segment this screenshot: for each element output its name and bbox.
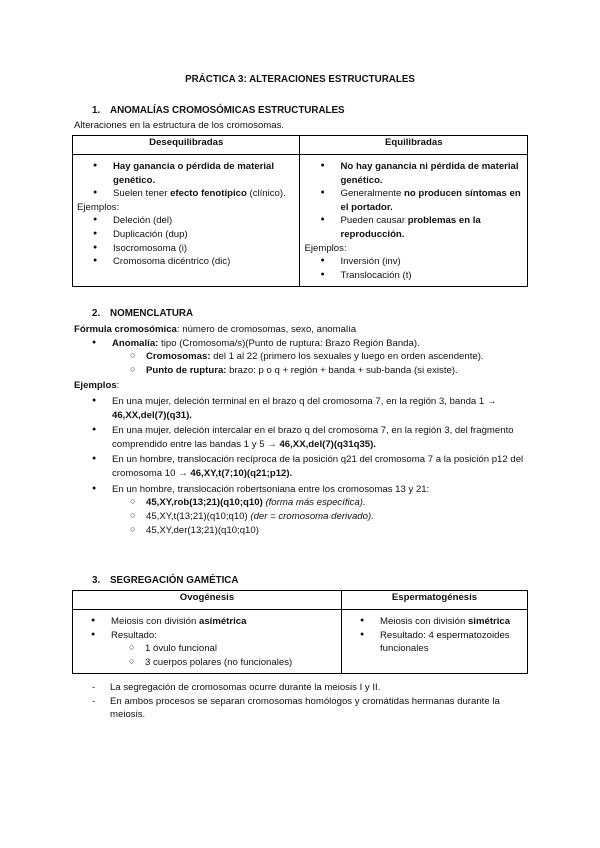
eq-example-2: ● Translocación (t)	[302, 269, 523, 283]
example-4-sub-2: ○ 45,XY,t(13;21)(q10;q10) (der = cromosoma derivado).	[74, 510, 530, 524]
example-4-sub-3: ○ 45,XY,der(13;21)(q10;q10)	[74, 524, 530, 538]
example-2: ● En una mujer, deleción intercalar en el brazo q del cromosoma 7, en la región 3, del fragmento comprendido entre las bandas 1 y 5 → 46,XX,del(7)(q31q35).	[74, 424, 530, 451]
header-ovogenesis: Ovogénesis	[73, 591, 342, 610]
note-2: - En ambos procesos se separan cromosomas homólogos y cromátidas hermanas durante la meiosis.	[74, 695, 530, 722]
cell-ovogenesis	[73, 610, 342, 674]
section3-number: 3.	[92, 575, 101, 586]
example-1: ● En una mujer, deleción terminal en el brazo q del cromosoma 7, en la región 3, banda 1 → 46,XX,del(7)(q31).	[74, 395, 530, 422]
structural-table	[72, 135, 528, 287]
eq-bullet-1: ● No hay ganancia ni pérdida de material genético.	[302, 160, 523, 187]
ovo-bullet-1: ● Meiosis con división asimétrica	[73, 615, 337, 629]
ovo-bullet-2: ● Resultado:	[73, 629, 337, 643]
ruptura-line: ○ Punto de ruptura: brazo: p o q + región + banda + sub-banda (si existe).	[74, 364, 530, 378]
example-4-sub-1: ○ 45,XY,rob(13;21)(q10;q10) (forma más específica).	[74, 496, 530, 510]
segregation-table	[72, 590, 528, 674]
section1-heading-text: ANOMALÍAS CROMOSÓMICAS ESTRUCTURALES	[110, 105, 345, 116]
ovo-sub-1: ○ 1 óvulo funcional	[73, 642, 337, 656]
esp-bullet-2: ● Resultado: 4 espermatozoides funcionales	[342, 629, 523, 656]
header-equilibradas: Equilibradas	[300, 136, 528, 155]
segregation-notes	[74, 681, 530, 722]
ovo-sub-2: ○ 3 cuerpos polares (no funcionales)	[73, 656, 337, 670]
section2-number: 2.	[92, 308, 101, 319]
eq-bullet-2: ● Generalmente no producen síntomas en el portador.	[302, 187, 523, 214]
section1-number: 1.	[92, 105, 101, 116]
eq-examples-label: Ejemplos:	[304, 242, 347, 254]
header-espermatogenesis: Espermatogénesis	[341, 591, 527, 610]
note-1: - La segregación de cromosomas ocurre durante la meiosis I y II.	[74, 681, 530, 695]
deseq-example-3: ● Isocromosoma (i)	[75, 242, 295, 256]
nomenclature-block	[74, 323, 530, 537]
deseq-examples-label: Ejemplos:	[77, 201, 120, 213]
cell-desequilibradas	[73, 155, 300, 287]
formula-line: Fórmula cromosómica: número de cromosomas, sexo, anomalía	[74, 324, 357, 335]
esp-bullet-1: ● Meiosis con división simétrica	[342, 615, 523, 629]
header-desequilibradas: Desequilibradas	[73, 136, 300, 155]
section1-heading	[92, 104, 345, 118]
cromosomas-line: ○ Cromosomas: del 1 al 22 (primero los sexuales y luego en orden ascendente).	[74, 350, 530, 364]
section1-intro: Alteraciones en la estructura de los cromosomas.	[74, 120, 285, 131]
section3-heading	[92, 574, 238, 588]
example-3: ● En un hombre, translocación recíproca de la posición q21 del cromosoma 7 a la posición p12 del cromosoma 10 → 46,XY,t(7;10)(q21;p12).	[74, 453, 530, 480]
deseq-bullet-2: ● Suelen tener efecto fenotípico (clínico).	[75, 187, 295, 201]
cell-espermatogenesis	[341, 610, 527, 674]
deseq-example-2: ● Duplicación (dup)	[75, 228, 295, 242]
page-title: PRÁCTICA 3: ALTERACIONES ESTRUCTURALES	[185, 74, 415, 85]
eq-bullet-3: ● Pueden causar problemas en la reproducción.	[302, 214, 523, 241]
section3-heading-text: SEGREGACIÓN GAMÉTICA	[110, 575, 239, 586]
eq-example-1: ● Inversión (inv)	[302, 255, 523, 269]
deseq-example-1: ● Deleción (del)	[75, 214, 295, 228]
section2-heading	[92, 307, 193, 321]
anomalia-line: ● Anomalía: tipo (Cromosoma/s)(Punto de ruptura: Brazo Región Banda).	[74, 337, 530, 351]
cell-equilibradas	[300, 155, 528, 287]
examples-label: Ejemplos:	[74, 380, 120, 392]
deseq-bullet-1: ● Hay ganancia o pérdida de material genético.	[75, 160, 295, 187]
example-4: ● En un hombre, translocación robertsoniana entre los cromosomas 13 y 21:	[74, 483, 530, 497]
section2-heading-text: NOMENCLATURA	[110, 308, 194, 319]
deseq-example-4: ● Cromosoma dicéntrico (dic)	[75, 255, 295, 269]
